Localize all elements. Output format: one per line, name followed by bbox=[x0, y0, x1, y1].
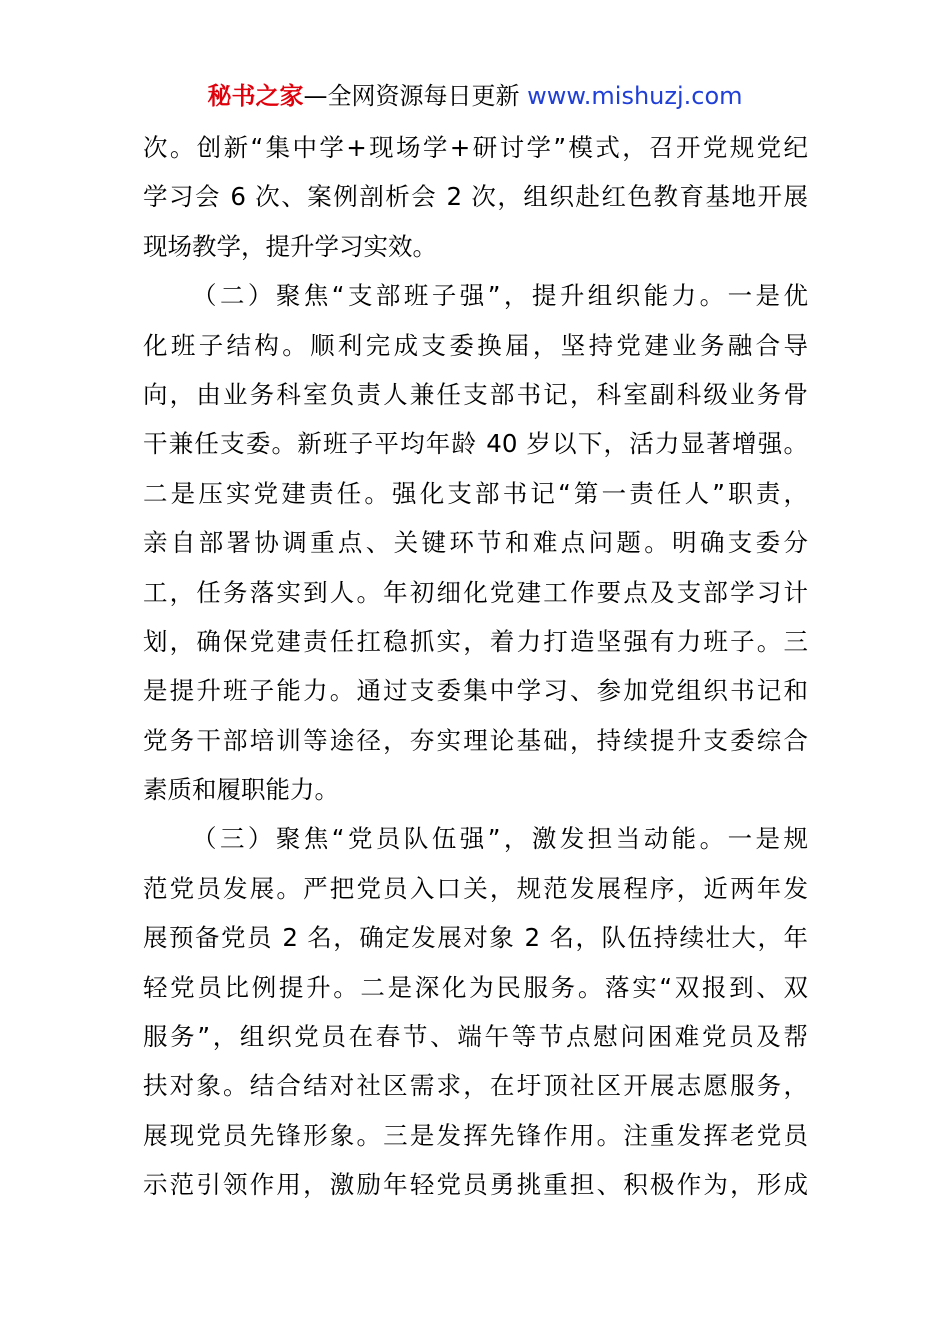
text-line: 是提升班子能力。通过支委集中学习、参加党组织书记和 bbox=[143, 676, 808, 706]
text-line: 服务”，组织党员在春节、端午等节点慰问困难党员及帮 bbox=[143, 1022, 808, 1052]
text-line: 展现党员先锋形象。三是发挥先锋作用。注重发挥老党员 bbox=[143, 1120, 808, 1150]
brand-name: 秘书之家 bbox=[207, 82, 304, 110]
site-header bbox=[0, 80, 950, 112]
paragraph-heading-line: （二）聚焦“支部班子强”，提升组织能力。一是优 bbox=[192, 281, 808, 311]
text-line: 示范引领作用，激励年轻党员勇挑重担、积极作为，形成 bbox=[143, 1170, 808, 1200]
header-tagline: —全网资源每日更新 bbox=[303, 82, 520, 110]
text-line: 现场教学，提升学习实效。 bbox=[143, 231, 437, 261]
text-line: 向，由业务科室负责人兼任支部书记，科室副科级业务骨 bbox=[143, 379, 808, 409]
document-body bbox=[143, 123, 808, 1210]
text-line: 干兼任支委。新班子平均年龄 40 岁以下，活力显著增强。 bbox=[143, 429, 808, 459]
text-line: 党务干部培训等途径，夯实理论基础，持续提升支委综合 bbox=[143, 725, 808, 755]
text-line: 划，确保党建责任扛稳抓实，着力打造坚强有力班子。三 bbox=[143, 626, 808, 656]
paragraph-heading-line: （三）聚焦“党员队伍强”，激发担当动能。一是规 bbox=[192, 824, 808, 854]
text-line: 范党员发展。严把党员入口关，规范发展程序，近两年发 bbox=[143, 873, 808, 903]
text-line: 化班子结构。顺利完成支委换届，坚持党建业务融合导 bbox=[143, 330, 808, 360]
text-line: 扶对象。结合结对社区需求，在圩顶社区开展志愿服务， bbox=[143, 1071, 808, 1101]
text-line: 次。创新“集中学+现场学+研讨学”模式，召开党规党纪 bbox=[143, 133, 808, 162]
text-line: 学习会 6 次、案例剖析会 2 次，组织赴红色教育基地开展 bbox=[143, 182, 808, 212]
text-line: 素质和履职能力。 bbox=[143, 775, 339, 805]
text-line: 二是压实党建责任。强化支部书记“第一责任人”职责， bbox=[143, 478, 808, 508]
text-line: 工，任务落实到人。年初细化党建工作要点及支部学习计 bbox=[143, 577, 808, 607]
site-url-link[interactable]: www.mishuzj.com bbox=[527, 82, 743, 110]
text-line: 亲自部署协调重点、关键环节和难点问题。明确支委分 bbox=[143, 528, 808, 558]
text-line: 展预备党员 2 名，确定发展对象 2 名，队伍持续壮大，年 bbox=[143, 923, 808, 953]
text-line: 轻党员比例提升。二是深化为民服务。落实“双报到、双 bbox=[143, 972, 808, 1002]
